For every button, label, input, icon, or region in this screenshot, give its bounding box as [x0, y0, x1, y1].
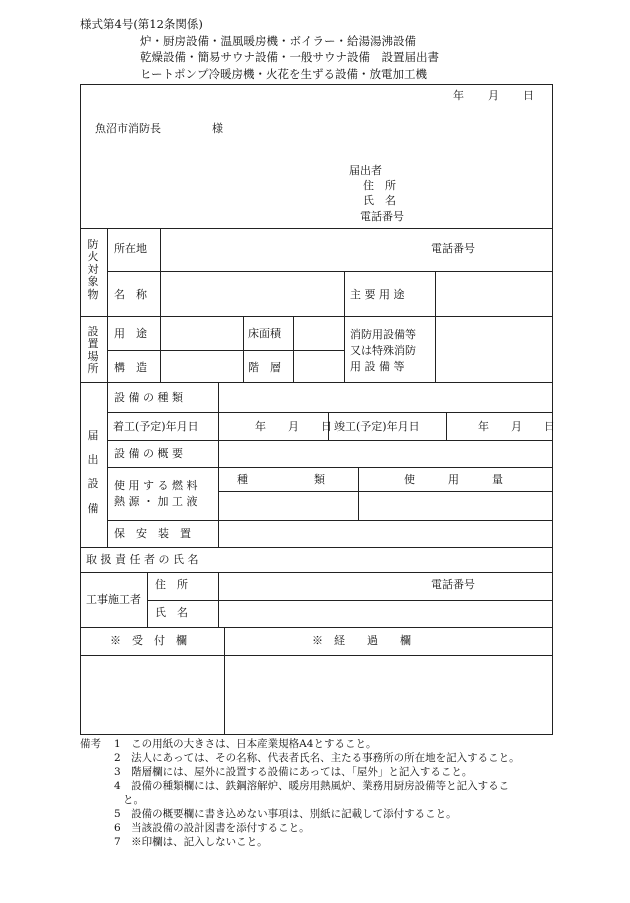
end-date-ymd: 年 月 日 — [478, 420, 555, 433]
notifier-address-label: 住 所 — [363, 179, 396, 192]
date-month-label: 月 — [488, 89, 499, 102]
install-structure-label: 構 造 — [114, 361, 147, 374]
fuel-kind-header: 種 類 — [237, 473, 325, 486]
contractor-name-label: 氏 名 — [155, 606, 188, 619]
special-equipment-label-2: 又は特殊消防 — [350, 344, 416, 357]
notifier-label: 届出者 — [349, 164, 382, 177]
date-day-label: 日 — [523, 89, 534, 102]
contractor-section-label: 工事施工者 — [86, 593, 141, 606]
form-title-line-2: 乾燥設備・簡易サウナ設備・一般サウナ設備 設置届出書 — [140, 50, 439, 64]
equipment-section-label: 届 出 設 備 — [87, 429, 99, 515]
start-date-label: 着工(予定)年月日 — [113, 420, 199, 433]
notes-heading: 備考 — [80, 738, 101, 750]
note-1: 1 この用紙の大きさは、日本産業規格A4とすること。 — [114, 738, 377, 750]
form-title-line-1: 炉・厨房設備・温風暖房機・ボイラー・給湯湯沸設備 — [140, 34, 416, 48]
special-equipment-label-3: 用 設 備 等 — [350, 360, 405, 373]
reception-column-label: ※ 受 付 欄 — [110, 634, 187, 647]
install-floor-label: 階 層 — [248, 361, 281, 374]
fire-target-name-label: 名 称 — [114, 288, 147, 301]
end-date-label: 竣工(予定)年月日 — [334, 420, 420, 433]
progress-column-label: ※ 経 過 欄 — [312, 634, 411, 647]
contractor-phone-label: 電話番号 — [431, 578, 475, 591]
equipment-outline-label: 設 備 の 概 要 — [114, 447, 183, 460]
addressee-name: 魚沼市消防長 — [95, 122, 161, 135]
addressee-honorific: 様 — [212, 122, 223, 135]
note-5: 5 設備の概要欄に書き込めない事項は、別紙に記載して添付すること。 — [114, 808, 457, 820]
fuel-label-line-1: 使 用 す る 燃 料 — [114, 479, 198, 492]
fire-target-main-use-label: 主 要 用 途 — [350, 288, 405, 301]
form-title-line-3: ヒートポンプ冷暖房機・火花を生ずる設備・放電加工機 — [140, 67, 428, 81]
equipment-type-label: 設 備 の 種 類 — [114, 391, 183, 404]
fire-target-phone-label: 電話番号 — [431, 242, 475, 255]
fire-target-location-label: 所在地 — [114, 242, 147, 255]
notifier-phone-label: 電話番号 — [360, 210, 404, 223]
note-4-continued: と。 — [123, 794, 144, 806]
note-3: 3 階層欄には、屋外に設置する設備にあっては、「屋外」と記入すること。 — [114, 766, 473, 778]
manager-name-label: 取 扱 責 任 者 の 氏 名 — [86, 553, 199, 566]
note-2: 2 法人にあっては、その名称、代表者氏名、主たる事務所の所在地を記入すること。 — [114, 752, 520, 764]
form-number: 様式第4号(第12条関係) — [80, 17, 203, 31]
fuel-usage-header: 使 用 量 — [404, 473, 503, 486]
date-year-label: 年 — [453, 89, 464, 102]
note-4: 4 設備の種類欄には、鉄鋼溶解炉、暖房用熱風炉、業務用厨房設備等と記入するこ — [114, 780, 510, 792]
install-place-section-label: 設 置 場 所 — [87, 325, 99, 376]
note-6: 6 当該設備の設計図書を添付すること。 — [114, 822, 310, 834]
fire-target-section-label: 防 火 対 象 物 — [87, 238, 99, 301]
notifier-name-label: 氏 名 — [363, 194, 396, 207]
install-use-label: 用 途 — [114, 327, 147, 340]
contractor-address-label: 住 所 — [155, 578, 188, 591]
install-floor-area-label: 床面積 — [248, 327, 281, 340]
special-equipment-label-1: 消防用設備等 — [350, 328, 416, 341]
fuel-label-line-2: 熱 源 ・ 加 工 液 — [114, 495, 198, 508]
start-date-ymd: 年 月 日 — [255, 420, 332, 433]
note-7: 7 ※印欄は、記入しないこと。 — [114, 836, 268, 848]
safety-device-label: 保 安 装 置 — [114, 527, 191, 540]
